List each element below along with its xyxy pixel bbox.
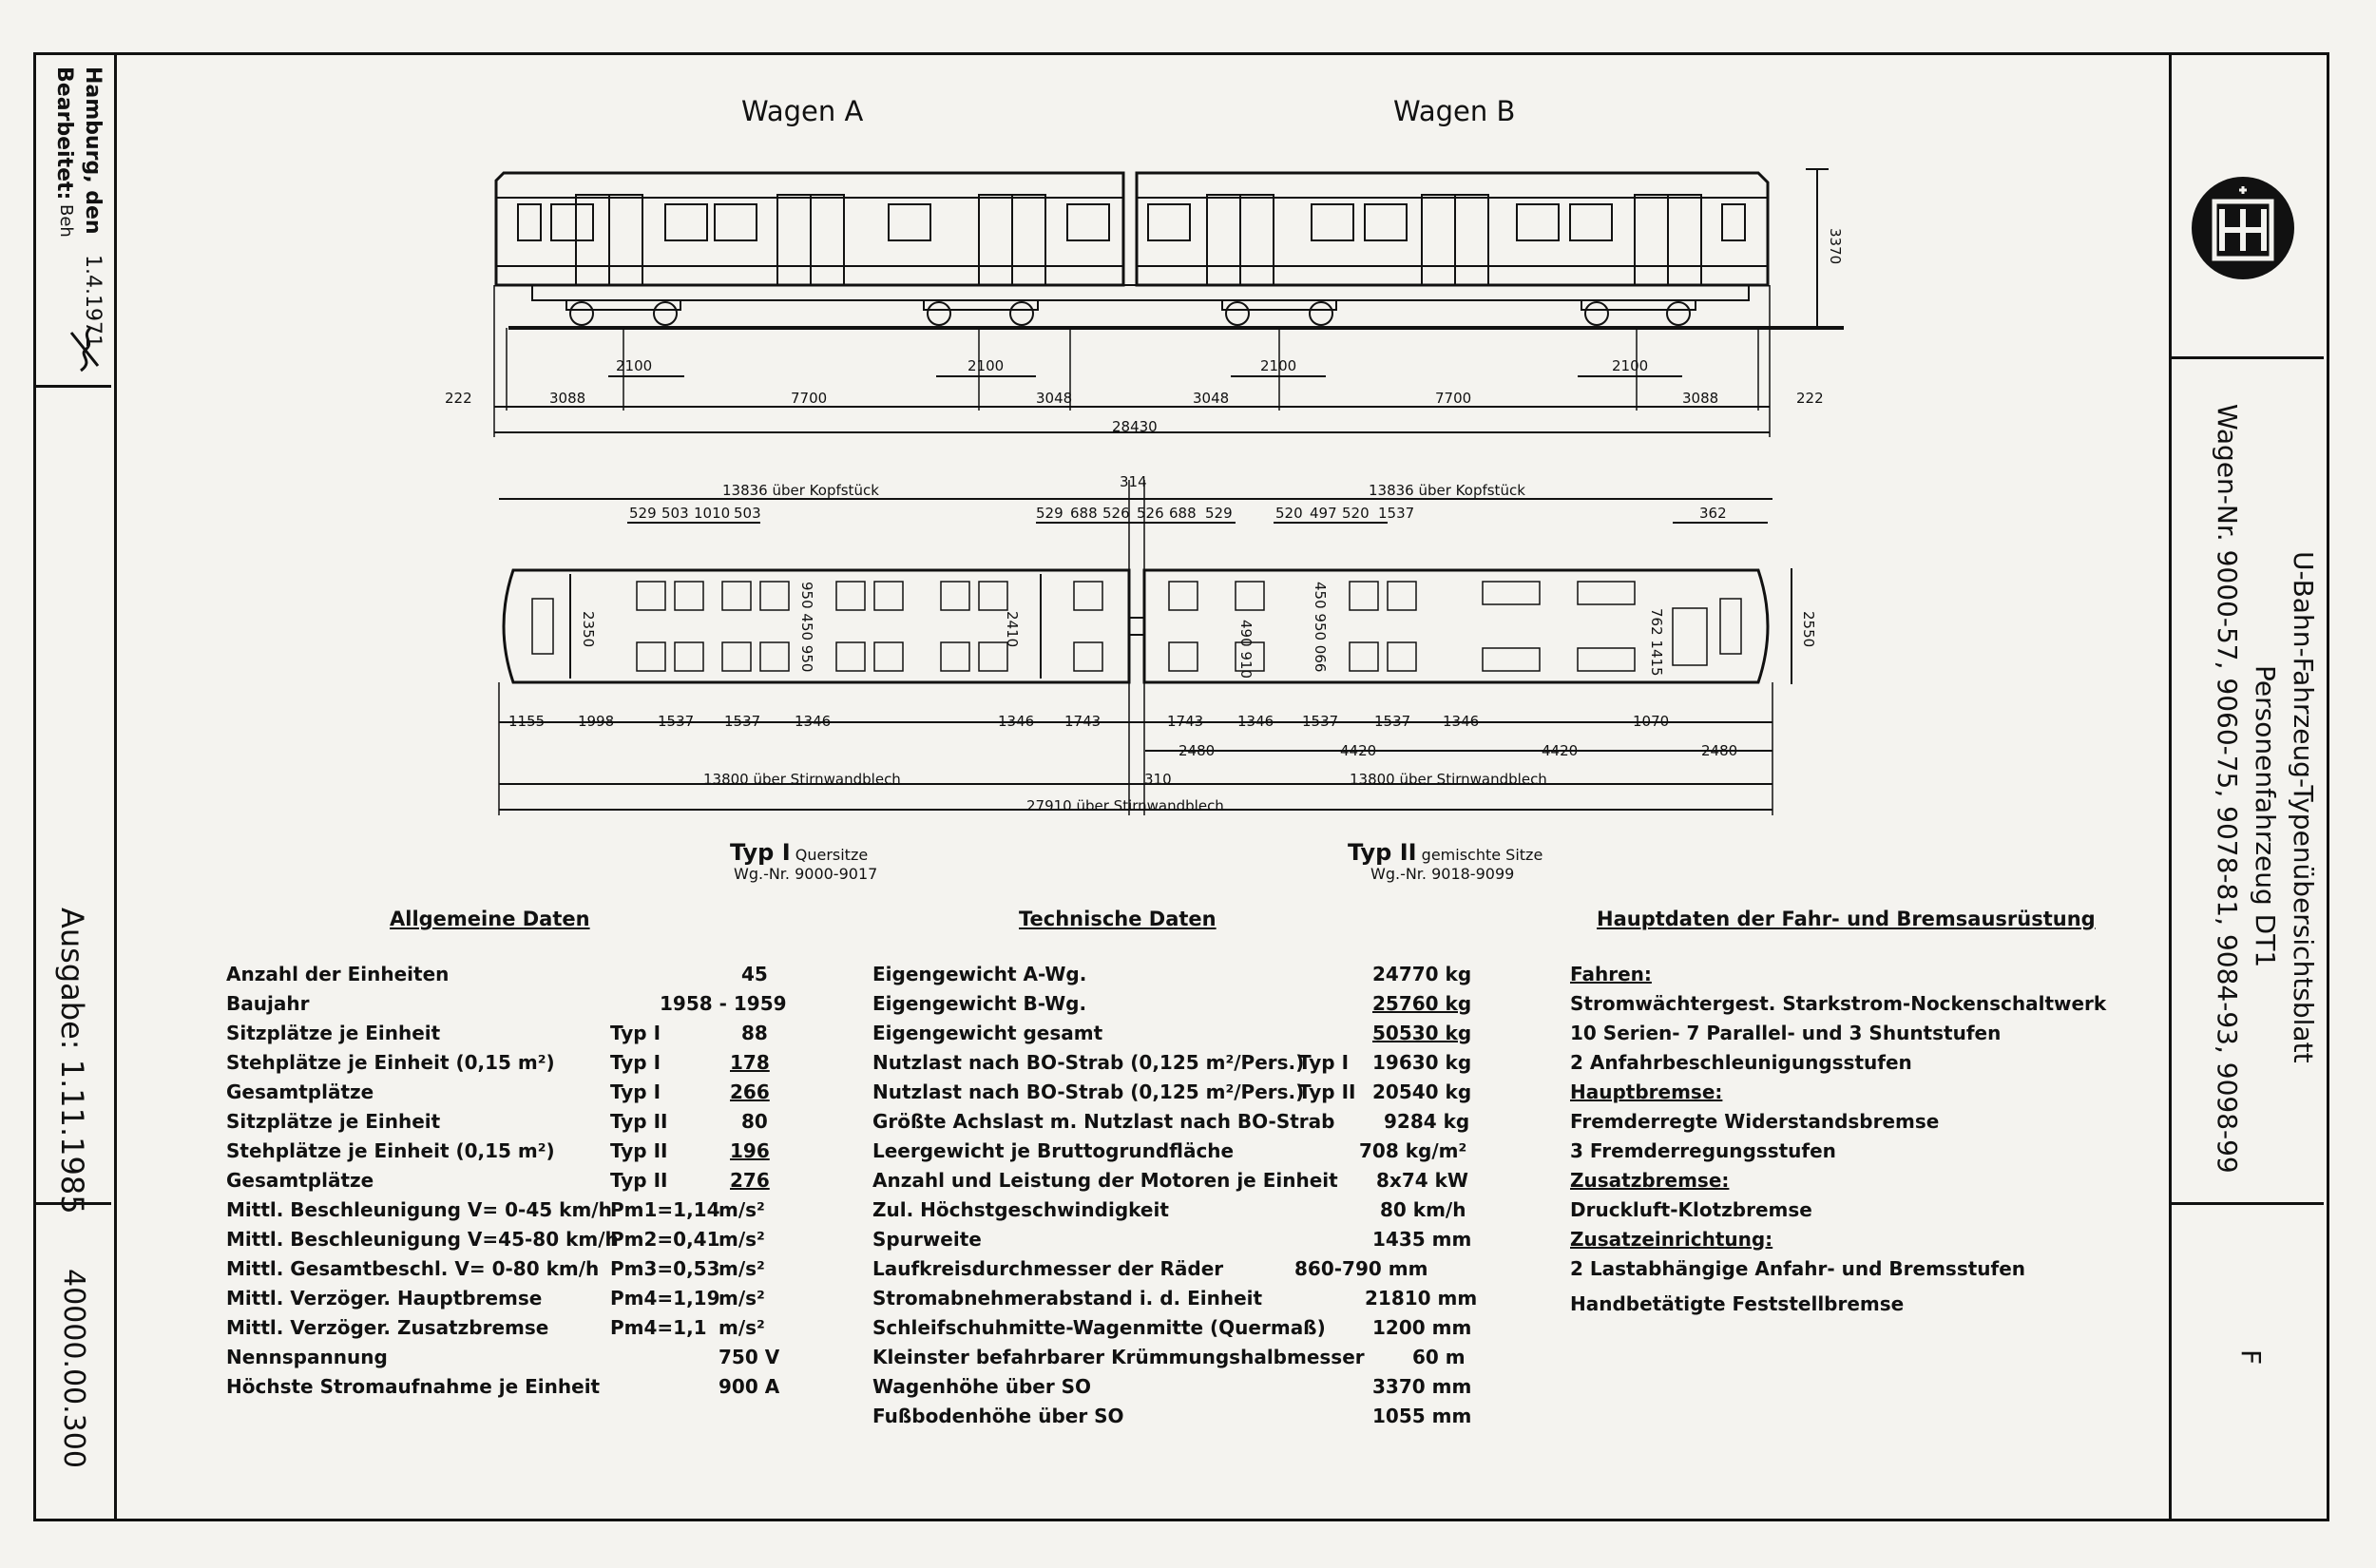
table-row-value — [1384, 1110, 1469, 1133]
dim-top-a-2: 503 — [661, 505, 689, 522]
list-item: Zusatzeinrichtung: — [1570, 1228, 1773, 1251]
type-1-wagon-numbers: Wg.-Nr. 9000-9017 — [734, 865, 878, 883]
row-value: 750 V — [719, 1346, 780, 1368]
list-item: Fremderregte Widerstandsbremse — [1570, 1110, 1940, 1133]
table-row-value — [1376, 1169, 1468, 1192]
list-item: Zusatzbremse: — [1570, 1169, 1730, 1192]
table-row-value — [1372, 992, 1471, 1015]
dim-top-b-3: 520 — [1342, 505, 1370, 522]
dim-aisle-b: 490 910 — [1237, 620, 1255, 679]
table-row — [872, 1110, 1334, 1133]
row-label: Baujahr — [226, 992, 310, 1015]
dim-bot-b-5: 1346 — [1443, 713, 1480, 730]
row-label: Mittl. Verzöger. Hauptbremse — [226, 1287, 543, 1310]
row-typ: Typ I — [610, 1022, 661, 1044]
row-label: Mittl. Gesamtbeschl. V= 0-80 km/h — [226, 1257, 600, 1280]
dim-3048-b: 3048 — [1193, 390, 1230, 407]
edition-text: Ausgabe: 1.11.1985 — [54, 908, 90, 1214]
table-row-value — [741, 1022, 768, 1044]
table-row — [872, 1405, 1124, 1427]
table-row-value — [1372, 963, 1471, 985]
dim-bot-a-7: 1743 — [1064, 713, 1102, 730]
table-row-value — [730, 1051, 770, 1074]
dim-bogie-b1: 2100 — [1260, 357, 1297, 374]
table-row — [872, 1228, 982, 1251]
date-text: 1.4.1971 — [81, 255, 105, 348]
table-row-value — [1359, 1139, 1466, 1162]
row-label: Sitzplätze je Einheit — [226, 1022, 441, 1044]
sheet-title-1: U-Bahn-Fahrzeug-Typenübersichtsblatt — [2288, 551, 2319, 1063]
table-row-value — [1412, 1346, 1466, 1368]
row-label: Nutzlast nach BO-Strab (0,125 m²/Pers.) — [872, 1051, 1305, 1074]
row-label: Größte Achslast m. Nutzlast nach BO-Strab — [872, 1110, 1335, 1133]
row-value: m/s² — [719, 1198, 765, 1221]
table-row-value — [719, 1316, 765, 1339]
dim-bot-a-5: 1346 — [795, 713, 832, 730]
dim-aisle-b2: 450 950 066 — [1312, 582, 1329, 673]
table-row — [226, 1228, 619, 1251]
row-value: 50530 kg — [1372, 1022, 1472, 1044]
table-row-value — [730, 1169, 770, 1192]
row-typ: Pm4=1,19 — [610, 1287, 720, 1310]
row-typ: Typ II — [610, 1139, 668, 1162]
type-2-label: Typ II — [1348, 839, 1417, 866]
row-value: 9284 kg — [1384, 1110, 1470, 1133]
dim-7700-b: 7700 — [1435, 390, 1472, 407]
dim-top-b-4: 1537 — [1378, 505, 1415, 522]
table-row — [872, 1169, 1338, 1192]
dim-bot-a-4: 1537 — [724, 713, 761, 730]
dim-kopf-b: 13836 über Kopfstück — [1369, 482, 1525, 499]
dim-bot-a-6: 1346 — [998, 713, 1035, 730]
row-value: 25760 kg — [1372, 992, 1472, 1015]
table-row-value — [1372, 1228, 1471, 1251]
car-a-label: Wagen A — [741, 95, 864, 127]
row-label: Mittl. Beschleunigung V=45-80 km/h — [226, 1228, 619, 1251]
dim-top-b-1: 520 — [1275, 505, 1303, 522]
row-value: 276 — [730, 1169, 770, 1192]
hauptdaten-title: Hauptdaten der Fahr- und Bremsausrüstung — [1597, 908, 2096, 930]
dim-aisle-b3: 762 1415 — [1648, 608, 1665, 677]
row-label: Gesamtplätze — [226, 1169, 374, 1192]
dim-bot-a-1: 1155 — [508, 713, 546, 730]
table-row-typ — [610, 1110, 667, 1133]
row-label: Schleifschuhmitte-Wagenmitte (Quermaß) — [872, 1316, 1326, 1339]
table-row-typ — [610, 1080, 661, 1103]
dim-3088-b: 3088 — [1682, 390, 1719, 407]
dim-stirn-gap: 310 — [1144, 771, 1172, 788]
table-row-typ — [1298, 1051, 1349, 1074]
table-row — [872, 1198, 1169, 1221]
sheet-title-2: Personenfahrzeug DT1 — [2250, 665, 2281, 968]
type-1-heading — [730, 839, 868, 866]
dim-kopf-a: 13836 über Kopfstück — [722, 482, 879, 499]
technische-title: Technische Daten — [1019, 908, 1217, 930]
row-label: Eigengewicht A-Wg. — [872, 963, 1087, 985]
table-row — [226, 1169, 374, 1192]
row-label: Gesamtplätze — [226, 1080, 374, 1103]
row-value: 1435 mm — [1372, 1228, 1472, 1251]
table-row — [872, 1080, 1304, 1103]
list-item: Druckluft-Klotzbremse — [1570, 1198, 1812, 1221]
table-row-value — [1372, 1405, 1471, 1427]
dim-top-a2-2: 688 — [1070, 505, 1098, 522]
dim-total-length: 28430 — [1112, 418, 1158, 435]
table-row-typ — [610, 1051, 661, 1074]
table-row-value — [719, 1257, 765, 1280]
row-value: 1200 mm — [1372, 1316, 1472, 1339]
table-row-value — [719, 1287, 765, 1310]
row-label: Stehplätze je Einheit (0,15 m²) — [226, 1051, 555, 1074]
table-row — [226, 963, 449, 985]
editor-text: Beh — [56, 204, 76, 238]
row-label: Laufkreisdurchmesser der Räder — [872, 1257, 1224, 1280]
row-label: Anzahl und Leistung der Motoren je Einheit — [872, 1169, 1338, 1192]
table-row — [872, 1139, 1234, 1162]
table-row — [226, 1198, 612, 1221]
table-row — [226, 1316, 548, 1339]
table-row — [872, 1316, 1326, 1339]
table-row-value — [1372, 1316, 1471, 1339]
type-2-desc: gemischte Sitze — [1421, 846, 1543, 864]
table-row — [226, 1080, 374, 1103]
dim-bogie-a1: 2100 — [616, 357, 653, 374]
row-value: 80 — [741, 1110, 768, 1133]
table-row-value — [719, 1346, 779, 1368]
list-item: Hauptbremse: — [1570, 1080, 1723, 1103]
dim-aisle-a: 950 450 950 — [798, 582, 815, 673]
row-value: 196 — [730, 1139, 770, 1162]
table-row — [872, 1375, 1091, 1398]
table-row — [226, 1139, 555, 1162]
drawing-number: 40000.00.300 — [57, 1269, 90, 1468]
dim-bogie-a2: 2100 — [968, 357, 1005, 374]
table-row-value — [730, 1080, 770, 1103]
row-typ: Typ I — [610, 1080, 661, 1103]
table-row — [872, 1051, 1304, 1074]
table-row-value — [1294, 1257, 1428, 1280]
list-item: Fahren: — [1570, 963, 1652, 985]
dim-top-b3: 362 — [1699, 505, 1727, 522]
dim-bot-a-3: 1537 — [658, 713, 695, 730]
table-row-value — [660, 992, 787, 1015]
row-value: 178 — [730, 1051, 770, 1074]
row-value: m/s² — [719, 1316, 765, 1339]
dim-top-b2-1: 526 — [1137, 505, 1164, 522]
dim-bot-b2-1: 2480 — [1178, 742, 1216, 759]
type-1-desc: Quersitze — [795, 846, 869, 864]
table-row-typ — [610, 1257, 720, 1280]
right-divider-2 — [2169, 1202, 2324, 1205]
row-label: Sitzplätze je Einheit — [226, 1110, 441, 1133]
table-row — [226, 1110, 440, 1133]
row-value: 860-790 mm — [1294, 1257, 1428, 1280]
table-row-value — [741, 963, 768, 985]
table-row-typ — [610, 1139, 667, 1162]
dim-top-a-3: 1010 — [694, 505, 731, 522]
table-row — [872, 1257, 1223, 1280]
row-label: Kleinster befahrbarer Krümmungshalbmesser — [872, 1346, 1365, 1368]
row-label: Eigengewicht gesamt — [872, 1022, 1103, 1044]
row-value: 266 — [730, 1080, 770, 1103]
table-row-value — [741, 1110, 768, 1133]
row-label: Mittl. Beschleunigung V= 0-45 km/h — [226, 1198, 612, 1221]
dim-top-a2-3: 526 — [1102, 505, 1130, 522]
list-item: 2 Lastabhängige Anfahr- und Bremsstufen — [1570, 1257, 2026, 1280]
row-typ: Typ I — [610, 1051, 661, 1074]
table-row-typ — [610, 1316, 707, 1339]
list-item: 2 Anfahrbeschleunigungsstufen — [1570, 1051, 1912, 1074]
row-value: 19630 kg — [1372, 1051, 1472, 1074]
row-value: 80 km/h — [1380, 1198, 1466, 1221]
dim-bot-b2-2: 4420 — [1340, 742, 1377, 759]
row-label: Zul. Höchstgeschwindigkeit — [872, 1198, 1169, 1221]
dim-7700-a: 7700 — [791, 390, 828, 407]
row-label: Stehplätze je Einheit (0,15 m²) — [226, 1139, 555, 1162]
table-row-value — [719, 1375, 779, 1398]
row-value: 88 — [741, 1022, 768, 1044]
dim-top-a2-1: 529 — [1036, 505, 1063, 522]
table-row — [226, 1051, 555, 1074]
dim-top-b2-2: 688 — [1169, 505, 1197, 522]
dim-bot-b-6: 1070 — [1633, 713, 1670, 730]
type-1-label: Typ I — [730, 839, 791, 866]
row-label: Wagenhöhe über SO — [872, 1375, 1092, 1398]
sheet-title-3: Wagen-Nr. 9000-57, 9060-75, 9078-81, 9084-93, 9098-99 — [2212, 404, 2243, 1174]
table-row-typ — [1298, 1080, 1355, 1103]
table-row-value — [719, 1198, 765, 1221]
dim-top-b2-3: 529 — [1205, 505, 1233, 522]
table-row-typ — [610, 1022, 661, 1044]
table-row-value — [1380, 1198, 1466, 1221]
table-row — [872, 1346, 1365, 1368]
dim-222-left: 222 — [445, 390, 472, 407]
row-label: Nennspannung — [226, 1346, 388, 1368]
row-typ: Typ I — [1298, 1051, 1350, 1074]
dim-bogie-b2: 2100 — [1612, 357, 1649, 374]
table-row-value — [1372, 1022, 1471, 1044]
table-row-value — [1372, 1080, 1471, 1103]
row-value: m/s² — [719, 1257, 765, 1280]
row-typ: Typ II — [1298, 1080, 1356, 1103]
row-label: Anzahl der Einheiten — [226, 963, 450, 985]
place-label: Hamburg, den — [81, 67, 105, 235]
dim-bot-a-2: 1998 — [578, 713, 615, 730]
row-value: 60 m — [1412, 1346, 1466, 1368]
sheet-letter: F — [2235, 1349, 2267, 1366]
dim-bot-b-1: 1743 — [1167, 713, 1204, 730]
dim-bot-b-2: 1346 — [1237, 713, 1274, 730]
dim-stirn-a: 13800 über Stirnwandblech — [703, 771, 901, 788]
list-item: 3 Fremderregungsstufen — [1570, 1139, 1836, 1162]
row-value: m/s² — [719, 1287, 765, 1310]
dim-top-a-1: 529 — [629, 505, 657, 522]
dim-bot-b-4: 1537 — [1374, 713, 1411, 730]
row-typ: Typ II — [610, 1110, 668, 1133]
row-typ: Pm4=1,1 — [610, 1316, 707, 1339]
dim-bot-b2-3: 4420 — [1542, 742, 1579, 759]
dim-width-b: 2550 — [1800, 611, 1817, 648]
row-value: 21810 mm — [1365, 1287, 1478, 1310]
row-value: 8x74 kW — [1376, 1169, 1468, 1192]
row-label: Spurweite — [872, 1228, 982, 1251]
row-typ: Pm2=0,41 — [610, 1228, 720, 1251]
row-label: Leergewicht je Bruttogrundfläche — [872, 1139, 1235, 1162]
allgemeine-title: Allgemeine Daten — [390, 908, 590, 930]
dim-top-a-4: 503 — [734, 505, 761, 522]
row-value: 900 A — [719, 1375, 780, 1398]
table-row-typ — [610, 1228, 720, 1251]
editor-label: Bearbeitet: — [52, 67, 76, 201]
row-label: Höchste Stromaufnahme je Einheit — [226, 1375, 601, 1398]
type-2-heading — [1348, 839, 1542, 866]
dim-3088-a: 3088 — [549, 390, 586, 407]
dim-plan-gap: 314 — [1120, 473, 1147, 490]
table-row-value — [730, 1139, 770, 1162]
table-row — [872, 963, 1086, 985]
row-value: 1055 mm — [1372, 1405, 1472, 1427]
table-row-value — [1372, 1051, 1471, 1074]
row-label: Nutzlast nach BO-Strab (0,125 m²/Pers.) — [872, 1080, 1305, 1103]
row-value: 1958 - 1959 — [660, 992, 787, 1015]
row-typ: Pm1=1,14 — [610, 1198, 720, 1221]
dim-bot-b-3: 1537 — [1302, 713, 1339, 730]
row-label: Stromabnehmerabstand i. d. Einheit — [872, 1287, 1263, 1310]
table-row — [226, 1257, 599, 1280]
row-value: m/s² — [719, 1228, 765, 1251]
row-label: Eigengewicht B-Wg. — [872, 992, 1087, 1015]
table-row — [226, 1375, 600, 1398]
table-row-value — [1372, 1375, 1471, 1398]
row-value: 20540 kg — [1372, 1080, 1472, 1103]
table-row — [226, 1022, 440, 1044]
table-row — [872, 1022, 1102, 1044]
dim-top-b-2: 497 — [1310, 505, 1337, 522]
table-row — [226, 1287, 542, 1310]
dim-width-a2: 2410 — [1004, 611, 1021, 648]
dim-width-a: 2350 — [580, 611, 597, 648]
car-b-label: Wagen B — [1393, 95, 1516, 127]
row-value: 708 kg/m² — [1359, 1139, 1467, 1162]
list-item: Handbetätigte Feststellbremse — [1570, 1292, 1905, 1315]
table-row — [226, 992, 309, 1015]
dim-222-right: 222 — [1796, 390, 1824, 407]
row-typ: Pm3=0,53 — [610, 1257, 720, 1280]
dim-3048-a: 3048 — [1036, 390, 1073, 407]
table-row-typ — [610, 1287, 720, 1310]
table-row-typ — [610, 1169, 667, 1192]
row-typ: Typ II — [610, 1169, 668, 1192]
table-row-value — [1365, 1287, 1477, 1310]
table-row-value — [719, 1228, 765, 1251]
row-label: Fußbodenhöhe über SO — [872, 1405, 1124, 1427]
table-row — [226, 1346, 388, 1368]
table-row-typ — [610, 1198, 720, 1221]
table-row — [872, 1287, 1262, 1310]
row-label: Mittl. Verzöger. Zusatzbremse — [226, 1316, 549, 1339]
list-item: Stromwächtergest. Starkstrom-Nockenschaltwerk — [1570, 992, 2107, 1015]
dim-bot-b2-4: 2480 — [1701, 742, 1738, 759]
table-row — [872, 992, 1086, 1015]
list-item: 10 Serien- 7 Parallel- und 3 Shuntstufen — [1570, 1022, 2002, 1044]
dim-stirn-total: 27910 über Stirnwandblech — [1026, 797, 1224, 814]
row-value: 3370 mm — [1372, 1375, 1472, 1398]
type-2-wagon-numbers: Wg.-Nr. 9018-9099 — [1370, 865, 1515, 883]
dim-height: 3370 — [1827, 228, 1844, 265]
dim-stirn-b: 13800 über Stirnwandblech — [1350, 771, 1547, 788]
row-value: 45 — [741, 963, 768, 985]
row-value: 24770 kg — [1372, 963, 1472, 985]
